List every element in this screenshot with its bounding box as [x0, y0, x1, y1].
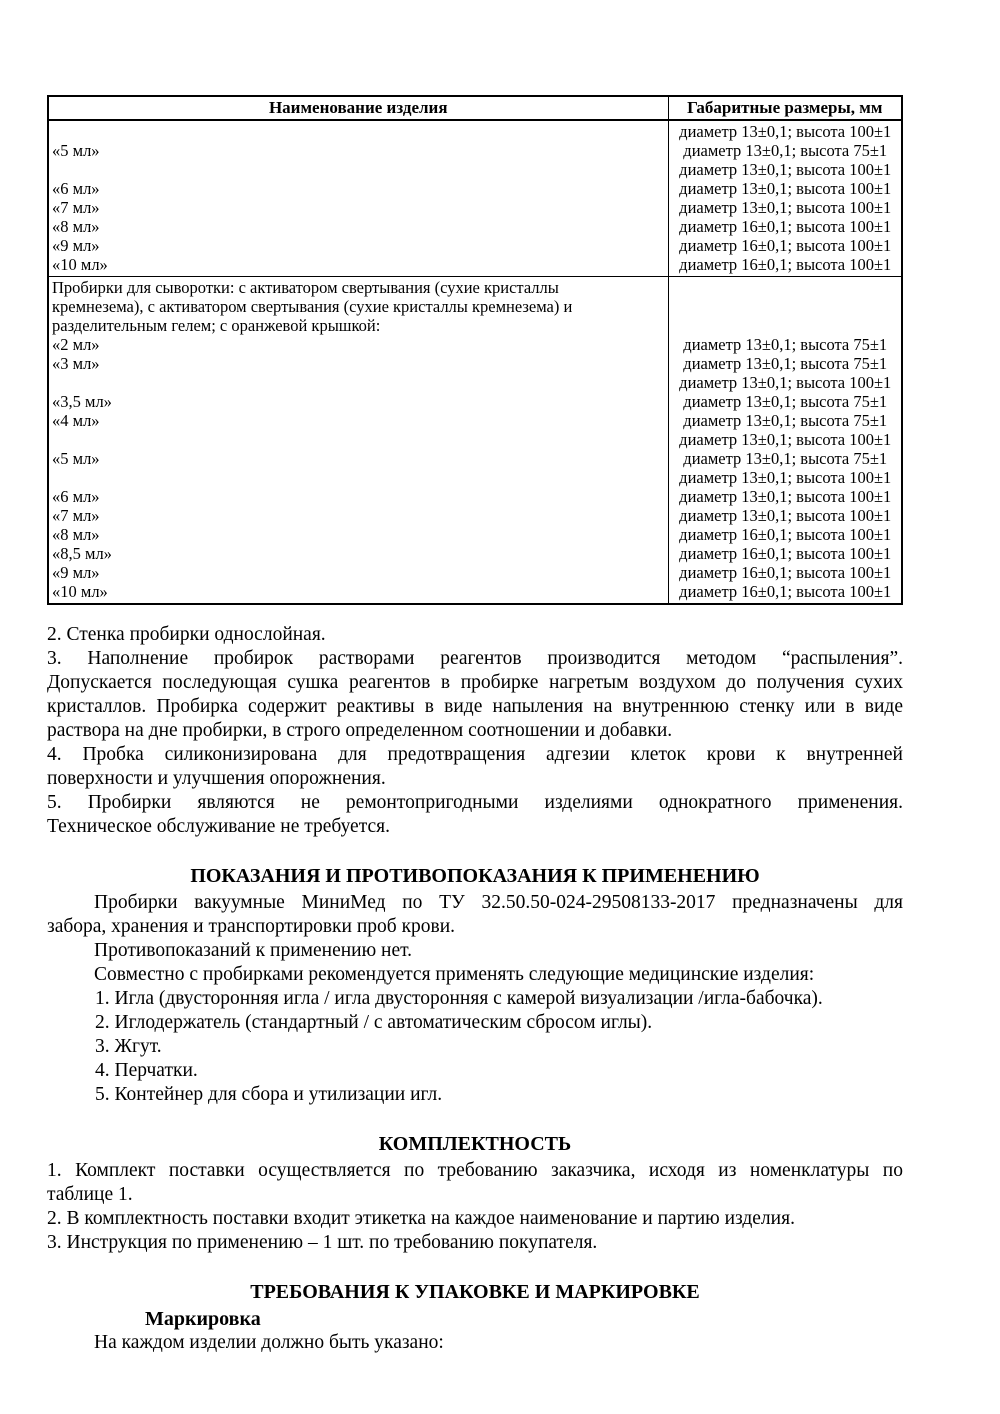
- table-row-serum-tubes: [48, 277, 902, 605]
- indications-section: [47, 864, 903, 1107]
- note-reagent-filling: 3. Наполнение пробирок растворами реагентов производится методом “распыления”. Допускается последующая сушка реагентов в пробирке нагретым воздухом до получения сухих кристаллов. Пробирка содержит реактивы в виде напыления на внутреннюю стенку или в виде раствора на дне пробирки, в строго определенном соотношении и добавки.: [47, 648, 903, 741]
- note-tube-wall: 2. Стенка пробирки однослойная.: [47, 624, 326, 645]
- indications-contraindications-paragraph: Противопоказаний к применению нет.: [94, 940, 413, 961]
- completeness-item-1: 1. Комплект поставки осуществляется по требованию заказчика, исходя из номенклатуры по таблице 1.: [47, 1160, 903, 1205]
- column-header-product-name: Наименование изделия: [48, 96, 668, 120]
- completeness-item-2: 2. В комплектность поставки входит этикетка на каждое наименование и партию изделия.: [47, 1208, 795, 1229]
- marking-intro-paragraph: На каждом изделии должно быть указано:: [94, 1332, 444, 1353]
- indications-recommended-intro: Совместно с пробирками рекомендуется применять следующие медицинские изделия:: [94, 964, 815, 985]
- packaging-section: [47, 1280, 903, 1355]
- completeness-section: [47, 1132, 903, 1255]
- completeness-heading: КОМПЛЕКТНОСТЬ: [378, 1133, 572, 1155]
- completeness-item-3: 3. Инструкция по применению – 1 шт. по требованию покупателя.: [47, 1232, 598, 1253]
- packaging-heading: ТРЕБОВАНИЯ К УПАКОВКЕ И МАРКИРОВКЕ: [250, 1281, 700, 1303]
- marking-subheading: Маркировка: [145, 1308, 261, 1330]
- product-name-cell: «5 мл» «6 мл» «7 мл» «8 мл» «9 мл» «10 мл»: [48, 120, 668, 277]
- table-header-row: [48, 96, 902, 120]
- product-spec-table: [47, 95, 903, 605]
- note-single-use: 5. Пробирки являются не ремонтопригодными изделиями однократного применения. Техническое обслуживание не требуется.: [47, 792, 903, 837]
- column-header-dimensions: Габаритные размеры, мм: [668, 96, 902, 120]
- dimensions-cell: диаметр 13±0,1; высота 75±1 диаметр 13±0,1; высота 75±1 диаметр 13±0,1; высота 100±1 диаметр 13±0,1; высота 75±1 диаметр 13±0,1; высота 75±1 диаметр 13±0,1; высота 100±1 диаметр 13±0,1; высота 75±1 диаметр 13±0,1; высота 100±1 диаметр 13±0,1; высота 100±1 диаметр 13±0,1; высота 100±1 диаметр 16±0,1; высота 100±1 диаметр 16±0,1; высота 100±1 диаметр 16±0,1; высота 100±1 диаметр 16±0,1; высота 100±1: [668, 277, 902, 605]
- dimensions-cell: диаметр 13±0,1; высота 100±1 диаметр 13±0,1; высота 75±1 диаметр 13±0,1; высота 100±1 диаметр 13±0,1; высота 100±1 диаметр 13±0,1; высота 100±1 диаметр 16±0,1; высота 100±1 диаметр 16±0,1; высота 100±1 диаметр 16±0,1; высота 100±1: [668, 120, 902, 277]
- table-row-volumes-continued: [48, 120, 902, 277]
- indications-purpose-paragraph: Пробирки вакуумные МиниМед по ТУ 32.50.50-024-29508133-2017 предназначены для забора, хранения и транспортировки проб крови.: [47, 892, 903, 937]
- product-name-cell: Пробирки для сыворотки: с активатором свертывания (сухие кристаллы кремнезема), с активатором свертывания (сухие кристаллы кремнезема) и разделительным гелем; с оранжевой крышкой: «2 мл» «3 мл» «3,5 мл» «4 мл» «5 мл» «6 мл» «7 мл» «8 мл» «8,5 мл» «9 мл» «10 мл»: [48, 277, 668, 605]
- recommended-devices-list: 1. Игла (двусторонняя игла / игла двусторонняя с камерой визуализации /игла-бабочка). 2. Иглодержатель (стандартный / с автоматическим сбросом иглы). 3. Жгут. 4. Перчатки. 5. Контейнер для сбора и утилизации игл.: [95, 988, 823, 1105]
- note-silicone-stopper: 4. Пробка силиконизирована для предотвращения адгезии клеток крови к внутренней поверхности и улучшения опорожнения.: [47, 744, 903, 789]
- indications-heading: ПОКАЗАНИЯ И ПРОТИВОПОКАЗАНИЯ К ПРИМЕНЕНИЮ: [190, 865, 760, 887]
- construction-notes: [47, 623, 903, 839]
